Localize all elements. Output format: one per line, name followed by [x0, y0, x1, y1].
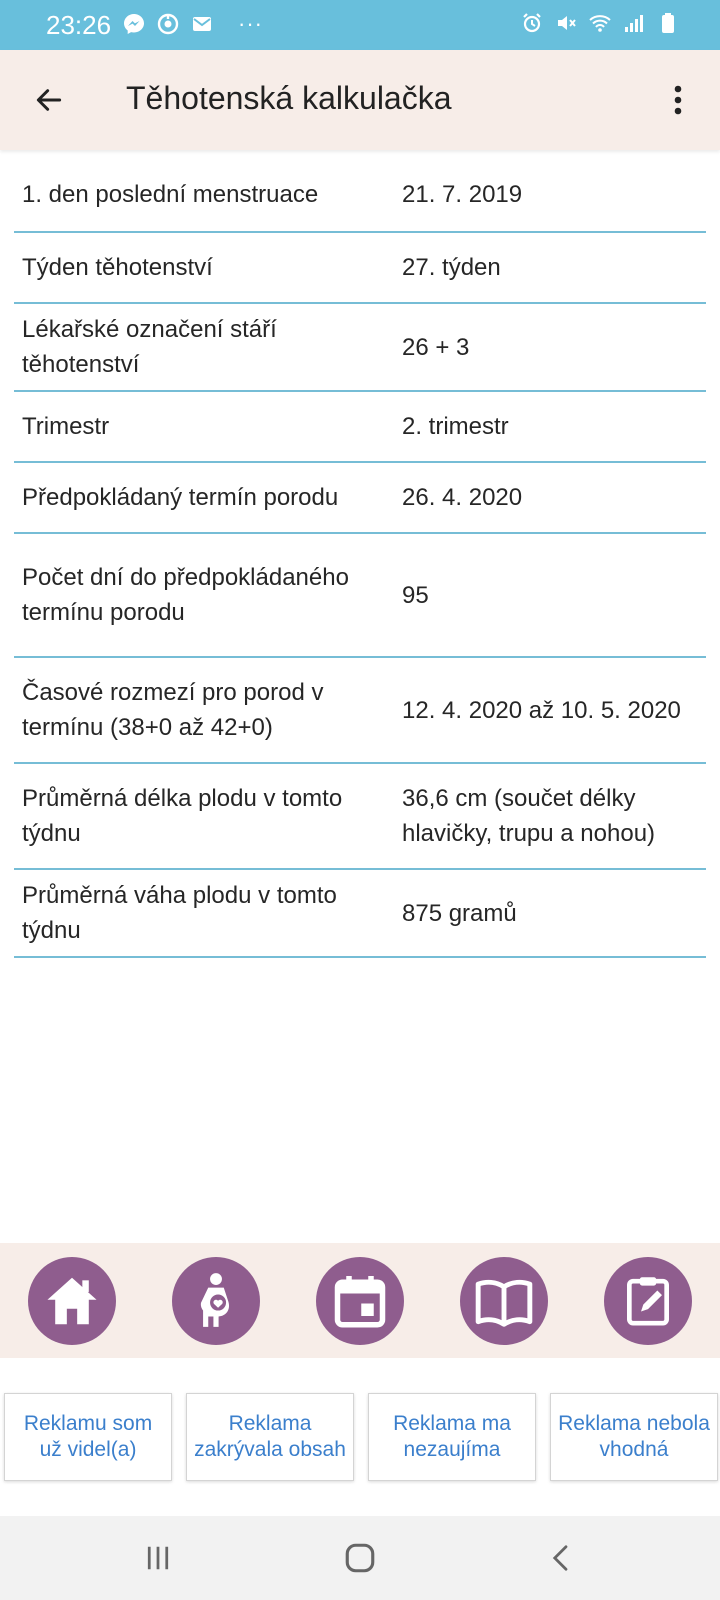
- page-title: Těhotenská kalkulačka: [126, 80, 452, 116]
- table-row: [14, 764, 706, 870]
- arrow-back-icon: [33, 84, 65, 116]
- row-value: 27. týden: [402, 254, 501, 281]
- messenger-icon: [122, 12, 146, 36]
- home-system-button[interactable]: [338, 1536, 382, 1580]
- more-vertical-icon: [673, 84, 683, 116]
- ad-feedback-inappropriate-button[interactable]: Reklama nebola vhodná: [550, 1393, 718, 1481]
- row-label: Počet dní do předpokládaného termínu porodu: [22, 564, 349, 626]
- table-row: [14, 233, 706, 304]
- home-circle-icon: [343, 1541, 377, 1575]
- row-value: 2. trimestr: [402, 413, 509, 440]
- bottom-navigation: [0, 1243, 720, 1358]
- row-value: 21. 7. 2019: [402, 181, 523, 208]
- mute-icon: [554, 11, 578, 35]
- row-value: 26. 4. 2020: [402, 484, 523, 511]
- sync-icon: [156, 12, 180, 36]
- table-row: [14, 658, 706, 764]
- row-label: Průměrná délka plodu v tomto týdnu: [22, 785, 343, 847]
- row-label: Předpokládaný termín porodu: [22, 484, 339, 511]
- row-value: 26 + 3: [402, 333, 470, 361]
- signal-icon: [622, 11, 646, 35]
- table-row: [14, 158, 706, 233]
- nav-book-button[interactable]: [460, 1257, 548, 1345]
- wifi-icon: [588, 11, 612, 35]
- status-time: 23:26: [46, 10, 112, 40]
- row-value: 36,6 cm (součet délky hlavičky, trupu a nohou): [402, 785, 656, 847]
- back-button[interactable]: [24, 75, 74, 125]
- calculator-results-table: [14, 158, 706, 958]
- nav-pregnancy-button[interactable]: [172, 1257, 260, 1345]
- chevron-left-icon: [546, 1543, 576, 1573]
- battery-icon: [656, 11, 680, 35]
- nav-home-button[interactable]: [28, 1257, 116, 1345]
- recent-apps-icon: [143, 1543, 173, 1573]
- nav-notes-button[interactable]: [604, 1257, 692, 1345]
- status-system-icons: [520, 11, 680, 35]
- overflow-menu-button[interactable]: [658, 75, 698, 125]
- status-notification-icons: [122, 11, 263, 37]
- row-value: 95: [402, 581, 429, 609]
- row-value: 12. 4. 2020 až 10. 5. 2020: [402, 696, 681, 724]
- ad-feedback-panel: [0, 1358, 720, 1516]
- ad-feedback-seen-button[interactable]: Reklamu som už videl(a): [4, 1393, 172, 1481]
- system-back-button[interactable]: [539, 1536, 583, 1580]
- row-label: Časové rozmezí pro porod v termínu (38+0 až 42+0): [22, 679, 324, 741]
- row-label: Týden těhotenství: [22, 254, 213, 281]
- book-icon: [473, 1270, 535, 1332]
- status-bar: [0, 0, 720, 50]
- app-bar: [0, 50, 720, 150]
- row-label: 1. den poslední menstruace: [22, 181, 319, 208]
- more-dots-icon: ···: [238, 11, 263, 36]
- table-row: [14, 870, 706, 958]
- table-row: [14, 392, 706, 463]
- table-row: [14, 463, 706, 534]
- nav-calendar-button[interactable]: [316, 1257, 404, 1345]
- table-row: [14, 534, 706, 658]
- alarm-icon: [520, 11, 544, 35]
- row-label: Průměrná váha plodu v tomto týdnu: [22, 882, 337, 944]
- pregnancy-icon: [185, 1270, 247, 1332]
- table-row: [14, 304, 706, 392]
- home-icon: [41, 1270, 103, 1332]
- mail-icon: [190, 12, 214, 36]
- row-value: 875 gramů: [402, 899, 517, 927]
- notes-edit-icon: [620, 1273, 676, 1329]
- system-navigation-bar: [0, 1516, 720, 1600]
- ad-feedback-not-interested-button[interactable]: Reklama ma nezaujíma: [368, 1393, 536, 1481]
- row-label: Lékařské označení stáří těhotenství: [22, 316, 277, 378]
- calendar-icon: [330, 1271, 390, 1331]
- recent-apps-button[interactable]: [136, 1536, 180, 1580]
- ad-feedback-covered-button[interactable]: Reklama zakrývala obsah: [186, 1393, 354, 1481]
- row-label: Trimestr: [22, 413, 110, 440]
